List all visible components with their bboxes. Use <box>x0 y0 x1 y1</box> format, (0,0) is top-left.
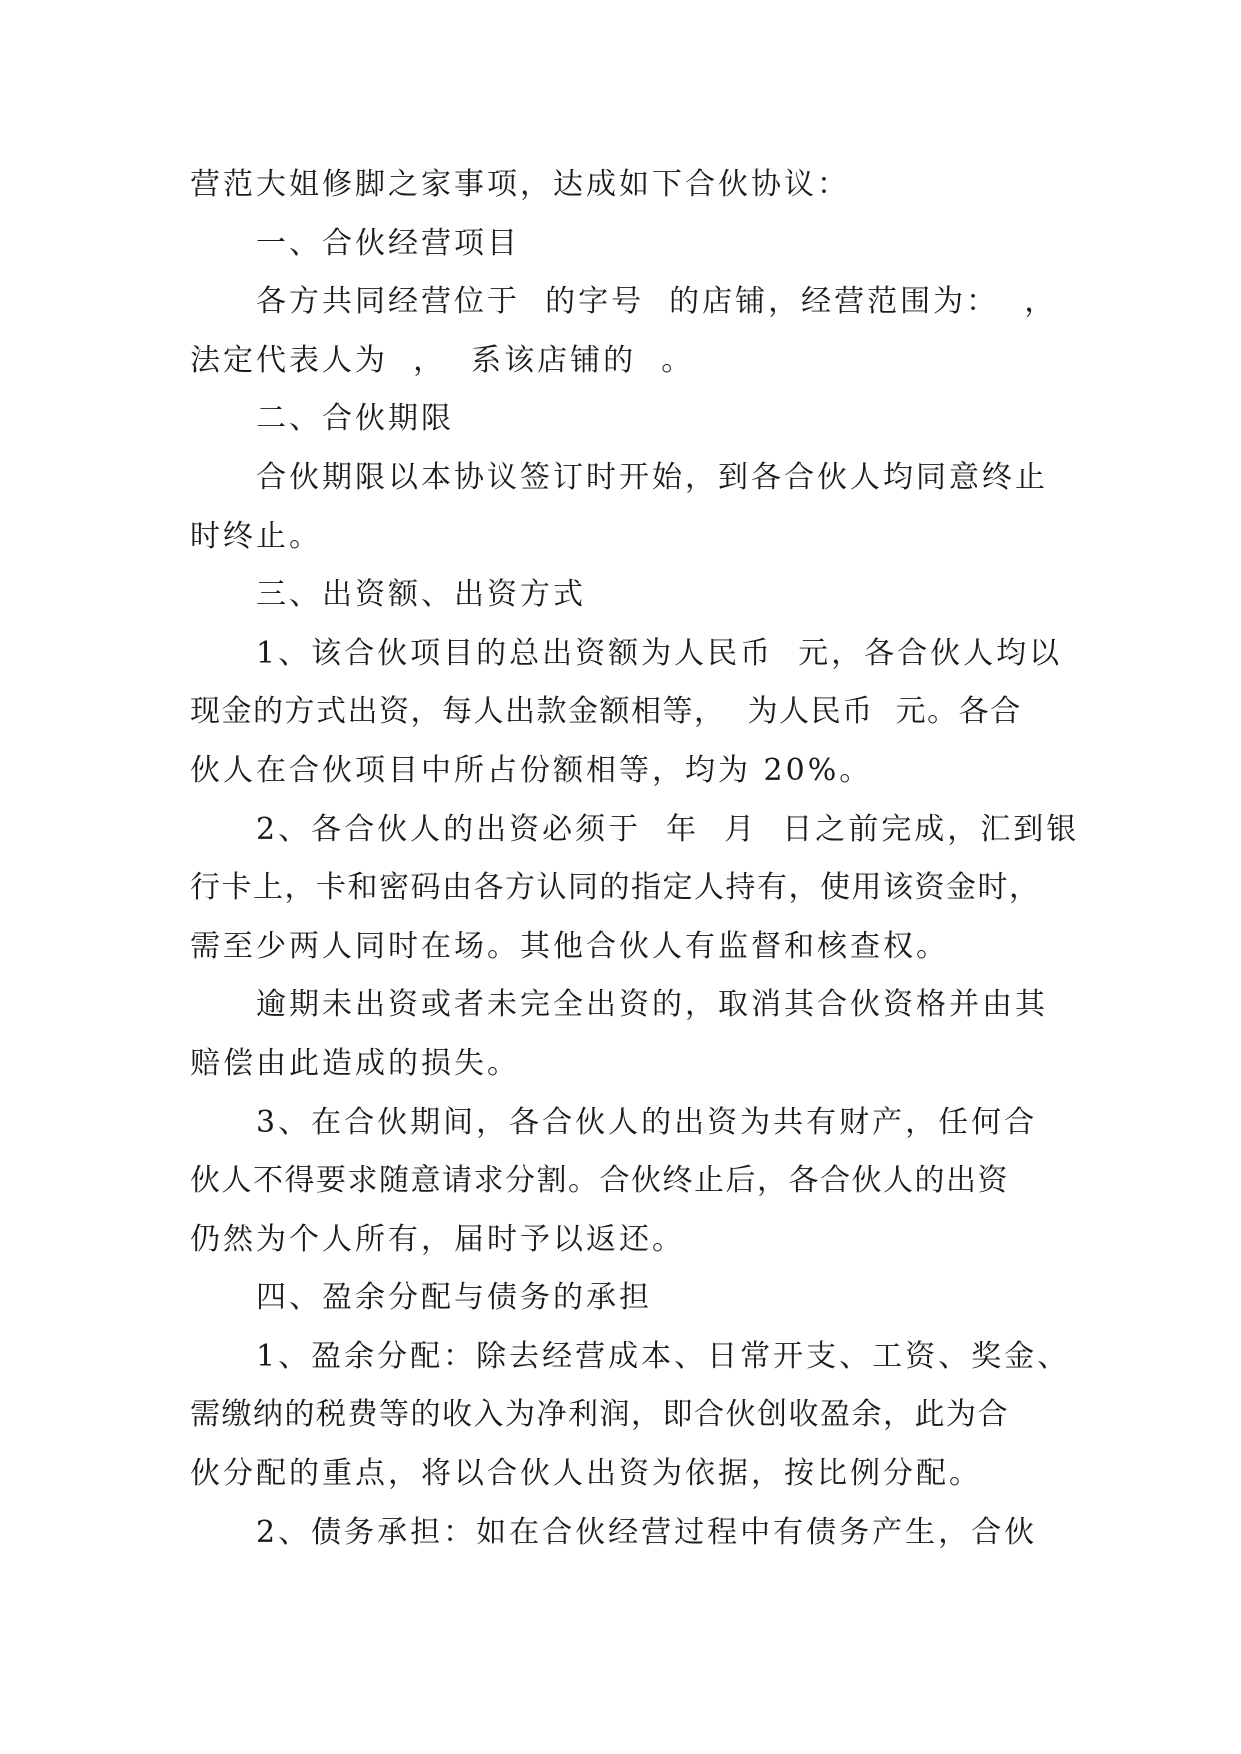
paragraph-line: 逾期未出资或者未完全出资的，取消其合伙资格并由其 <box>256 987 1048 1023</box>
paragraph-line: 伙分配的重点，将以合伙人出资为依据，按比例分配。 <box>190 1456 982 1492</box>
document-body <box>190 156 1080 1562</box>
paragraph-line: 行卡上，卡和密码由各方认同的指定人持有，使用该资金时， <box>190 870 1041 906</box>
paragraph-line: 合伙期限以本协议签订时开始，到各合伙人均同意终止 <box>256 459 1048 495</box>
paragraph-line: 伙人在合伙项目中所占份额相等，均为 20%。 <box>190 752 873 788</box>
paragraph-line: 3、在合伙期间，各合伙人的出资为共有财产，任何合 <box>256 1104 1038 1140</box>
paragraph-line: 各方共同经营位于 的字号 的店铺，经营范围为： ， <box>256 284 1058 320</box>
paragraph-line: 营范大姐修脚之家事项，达成如下合伙协议： <box>190 167 850 202</box>
section-heading: 一、合伙经营项目 <box>256 225 520 261</box>
paragraph-line: 时终止。 <box>190 518 322 554</box>
paragraph-line: 现金的方式出资，每人出款金额相等， 为人民币 元。各合 <box>190 694 1022 730</box>
paragraph-line: 2、债务承担：如在合伙经营过程中有债务产生，合伙 <box>256 1514 1038 1550</box>
section-heading: 三、出资额、出资方式 <box>256 577 586 613</box>
paragraph-line: 1、该合伙项目的总出资额为人民币 元，各合伙人均以 <box>256 635 1063 671</box>
paragraph-line: 1、盈余分配：除去经营成本、日常开支、工资、奖金、 <box>256 1338 1071 1374</box>
section-heading: 四、盈余分配与债务的承担 <box>256 1280 652 1316</box>
paragraph-line: 2、各合伙人的出资必须于 年 月 日之前完成，汇到银 <box>256 811 1080 847</box>
paragraph-line: 法定代表人为 ， 系该店铺的 。 <box>190 342 695 378</box>
section-heading: 二、合伙期限 <box>256 401 454 437</box>
paragraph-line: 伙人不得要求随意请求分割。合伙终止后，各合伙人的出资 <box>190 1163 1009 1199</box>
paragraph-line: 需至少两人同时在场。其他合伙人有监督和核查权。 <box>190 928 949 964</box>
paragraph-line: 赔偿由此造成的损失。 <box>190 1045 520 1081</box>
paragraph-line: 仍然为个人所有，届时予以返还。 <box>190 1221 685 1257</box>
paragraph-line: 需缴纳的税费等的收入为净利润，即合伙创收盈余，此为合 <box>190 1397 1009 1433</box>
